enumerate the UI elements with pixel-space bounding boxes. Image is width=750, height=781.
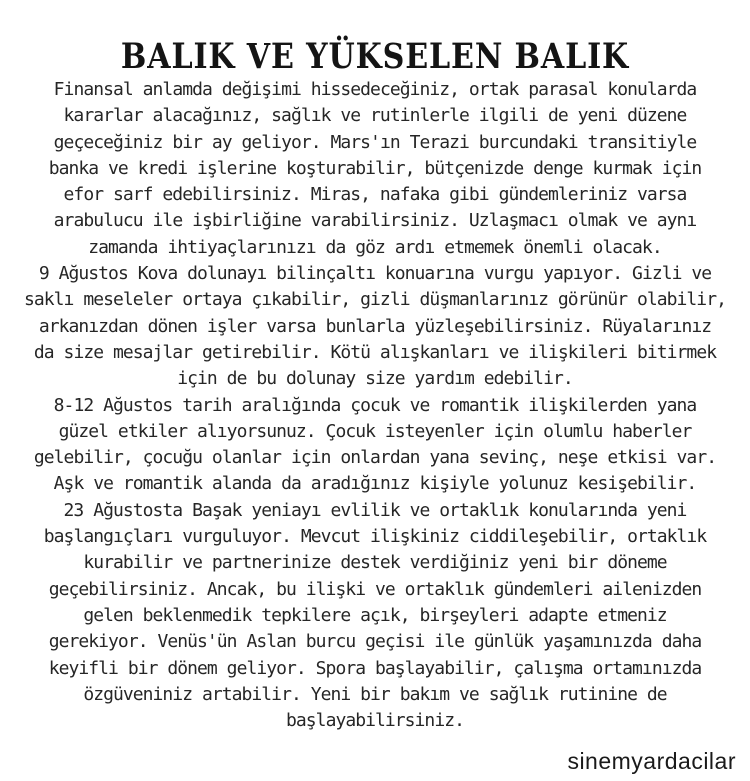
text-line: 9 Ağustos Kova dolunayı bilinçaltı konuarına vurgu yapıyor. Gizli ve: [38, 263, 712, 285]
text-line: keyifli bir dönem geliyor. Spora başlayabilir, çalışma ortamınızda: [48, 657, 702, 679]
text-line: kararlar alacağınız, sağlık ve rutinlerle ilgili de yeni düzene: [63, 105, 687, 127]
text-line: özgüveniniz artabilir. Yeni bir bakım ve sağlık rutinine de: [83, 683, 667, 705]
text-line: zamanda ihtiyaçlarınızı da göz ardı etmemek önemli olacak.: [88, 236, 662, 258]
page-title: BALIK VE YÜKSELEN BALIK: [120, 36, 630, 78]
text-line: gelebilir, çocuğu olanlar için onlardan yana sevinç, neşe etkisi var.: [33, 447, 717, 469]
text-line: efor sarf edebilirsiniz. Miras, nafaka gibi gündemleriniz varsa: [63, 184, 687, 206]
text-line: 8-12 Ağustos tarih aralığında çocuk ve romantik ilişkilerden yana: [53, 394, 697, 416]
text-line: başlangıçları vurguluyor. Mevcut ilişkiniz ciddileşebilir, ortaklık: [43, 526, 707, 548]
text-line: arkanızdan dönen işler varsa bunlarla yüzleşebilirsiniz. Rüyalarınız: [38, 315, 712, 337]
text-line: geçebilirsiniz. Ancak, bu ilişki ve ortaklık gündemleri ailenizden: [48, 578, 702, 600]
author-watermark: sinemyardacilar: [567, 748, 736, 774]
text-line: da size mesajlar getirebilir. Kötü alışkanları ve ilişkileri bitirmek: [33, 341, 717, 363]
text-line: banka ve kredi işlerine koşturabilir, bütçenizde denge kurmak için: [48, 157, 702, 179]
text-line: gerekiyor. Venüs'ün Aslan burcu geçisi ile günlük yaşamınızda daha: [48, 631, 702, 653]
text-line: geçeceğiniz bir ay geliyor. Mars'ın Terazi burcundaki transitiyle: [53, 131, 697, 153]
text-line: kurabilir ve partnerinize destek verdiğiniz yeni bir döneme: [83, 552, 667, 574]
text-line: Aşk ve romantik alanda da aradığınız kişiyle yolunuz kesişebilir.: [53, 473, 697, 495]
text-line: güzel etkiler alıyorsunuz. Çocuk isteyenler için olumlu haberler: [58, 420, 692, 442]
text-line: arabulucu ile işbirliğine varabilirsiniz. Uzlaşmacı olmak ve aynı: [53, 210, 697, 232]
text-line: için de bu dolunay size yardım edebilir.: [177, 368, 573, 390]
text-line: 23 Ağustosta Başak yeniayı evlilik ve ortaklık konularında yeni: [63, 499, 687, 521]
text-line: saklı meseleler ortaya çıkabilir, gizli düşmanlarınız görünür olabilir,: [24, 289, 726, 311]
text-line: gelen beklenmedik tepkilere açık, birşeyleri adapte etmeniz: [83, 604, 667, 626]
text-line: Finansal anlamda değişimi hissedeceğiniz, ortak parasal konularda: [53, 79, 697, 100]
horoscope-text: [8, 77, 742, 734]
text-line: başlayabilirsiniz.: [286, 710, 464, 732]
